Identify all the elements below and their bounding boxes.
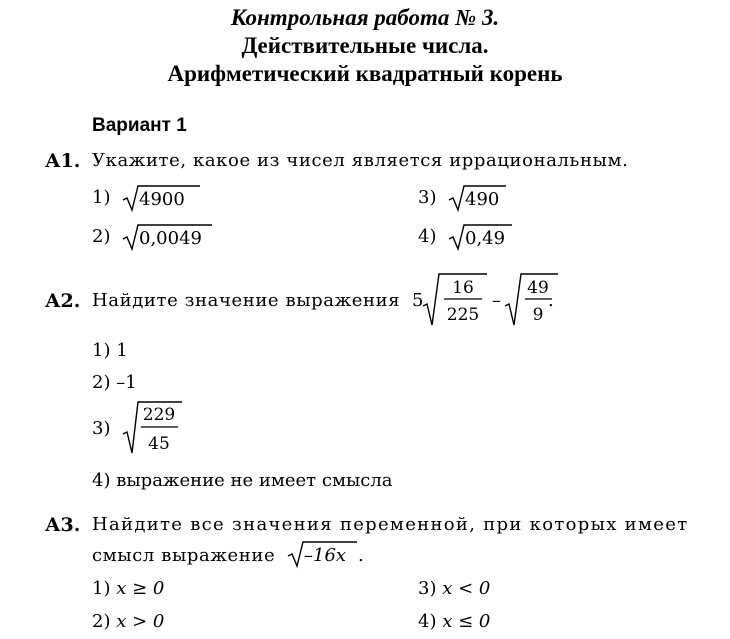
a3-option-4-number: 4) bbox=[418, 611, 437, 632]
a3-option-4 bbox=[418, 611, 490, 632]
a2-coefficient: 5 bbox=[412, 290, 424, 311]
a3-expression-root bbox=[287, 539, 359, 569]
a3-option-1-text: x ≥ 0 bbox=[116, 578, 165, 599]
question-a1-text: Укажите, какое из чисел является иррациональным. bbox=[92, 150, 629, 171]
a3-period: . bbox=[358, 545, 364, 566]
a3-option-2-number: 2) bbox=[92, 611, 111, 632]
a2-option-2 bbox=[92, 372, 137, 393]
a1-option-3-number: 3) bbox=[418, 187, 437, 208]
a3-option-1 bbox=[92, 578, 164, 599]
a3-radicand: –16x bbox=[304, 545, 347, 566]
a2-denominator-2: 9 bbox=[532, 305, 544, 325]
a1-option-1-radicand: 4900 bbox=[139, 189, 185, 210]
a1-option-1-root bbox=[122, 183, 202, 213]
a1-option-3-radicand: 490 bbox=[465, 189, 500, 210]
a3-option-3 bbox=[418, 578, 490, 599]
a2-option-3-number: 3) bbox=[92, 418, 111, 439]
a3-option-2-text: x > 0 bbox=[116, 611, 165, 632]
question-a3-text-line1: Найдите все значения переменной, при которых имеет bbox=[92, 514, 689, 535]
question-a2-text: Найдите значение выражения bbox=[92, 290, 401, 311]
a2-option-3-root bbox=[122, 398, 184, 458]
a2-option-1 bbox=[92, 340, 128, 361]
a2-option-1-number: 1) bbox=[92, 340, 111, 361]
a3-option-1-number: 1) bbox=[92, 578, 111, 599]
a2-option-3-numerator: 229 bbox=[142, 405, 176, 425]
a2-denominator-1: 225 bbox=[446, 305, 480, 325]
worksheet-title: Контрольная работа № 3. bbox=[230, 5, 500, 30]
variant-label: Вариант 1 bbox=[92, 115, 187, 136]
question-a2-label: А2. bbox=[45, 290, 81, 312]
a1-option-4-number: 4) bbox=[418, 226, 437, 247]
a1-option-4-root bbox=[448, 222, 514, 252]
a1-option-4-radicand: 0,49 bbox=[465, 228, 506, 249]
worksheet-topic: Арифметический квадратный корень bbox=[167, 61, 563, 86]
a2-option-4-number: 4) bbox=[92, 470, 111, 491]
a2-minus: – bbox=[492, 290, 501, 311]
a2-option-3-denominator: 45 bbox=[148, 434, 170, 454]
question-a1-label: А1. bbox=[45, 150, 81, 172]
a2-option-4-text: выражение не имеет смысла bbox=[116, 470, 393, 491]
a3-option-4-text: x ≤ 0 bbox=[442, 611, 491, 632]
a2-expression bbox=[412, 270, 560, 330]
a2-option-1-text: 1 bbox=[116, 340, 128, 361]
a2-option-4 bbox=[92, 470, 393, 491]
a1-option-2-radicand: 0,0049 bbox=[139, 228, 202, 249]
a2-option-2-text: –1 bbox=[116, 372, 137, 393]
a2-numerator-1: 16 bbox=[452, 278, 474, 298]
worksheet-subtitle: Действительные числа. bbox=[241, 33, 489, 58]
a1-option-1-number: 1) bbox=[92, 187, 111, 208]
a2-option-2-number: 2) bbox=[92, 372, 111, 393]
question-a3-text-line2: смысл выражение bbox=[92, 545, 276, 566]
a3-option-3-number: 3) bbox=[418, 578, 437, 599]
a2-numerator-2: 49 bbox=[527, 278, 549, 298]
a3-option-2 bbox=[92, 611, 164, 632]
question-a3-label: А3. bbox=[45, 514, 81, 536]
a2-period: . bbox=[548, 290, 554, 311]
a1-option-2-number: 2) bbox=[92, 226, 111, 247]
a1-option-3-root bbox=[448, 183, 508, 213]
a3-option-3-text: x < 0 bbox=[442, 578, 491, 599]
a1-option-2-root bbox=[122, 222, 214, 252]
